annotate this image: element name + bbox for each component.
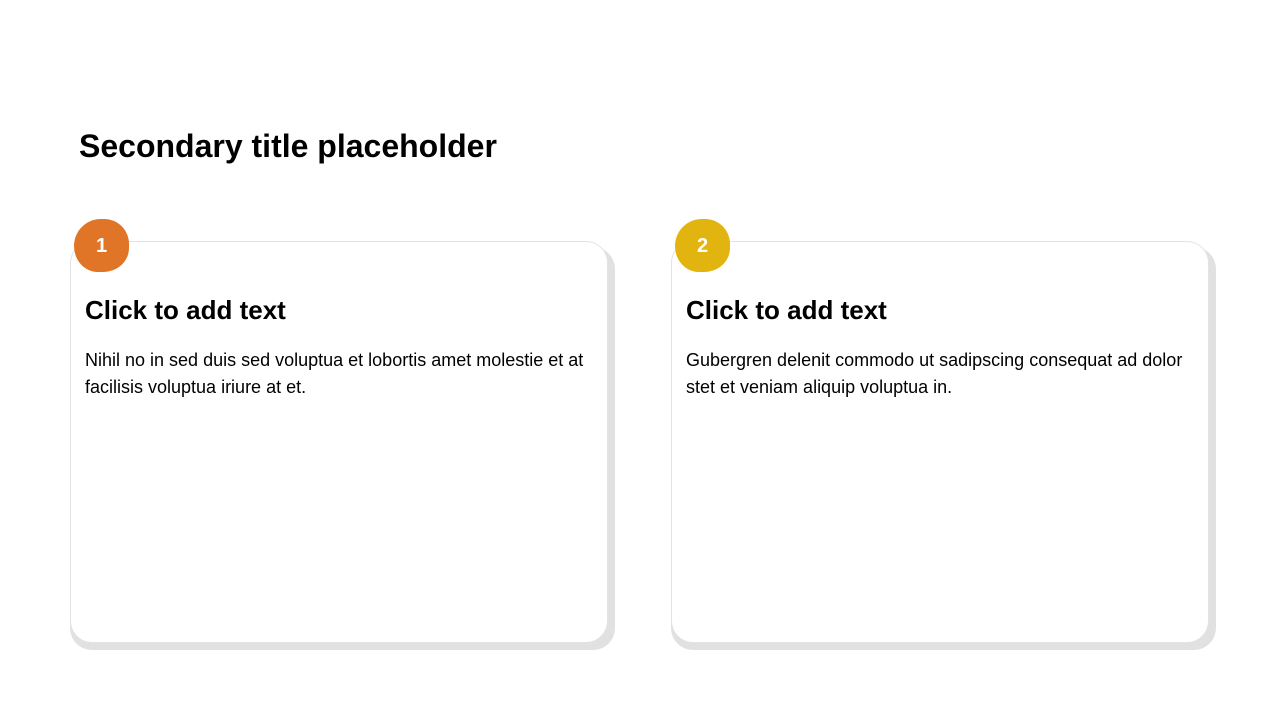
card-body-text[interactable]: Gubergren delenit commodo ut sadipscing consequat ad dolor stet et veniam aliquip voluptua in. <box>686 350 1183 397</box>
card-2 <box>671 241 1209 643</box>
card-heading[interactable]: Click to add text <box>85 295 286 325</box>
card-body-text[interactable]: Nihil no in sed duis sed voluptua et lobortis amet molestie et at facilisis voluptua iriure at et. <box>85 350 584 397</box>
number-badge-1: 1 <box>74 219 129 272</box>
card-1 <box>70 241 608 643</box>
card-heading[interactable]: Click to add text <box>686 295 887 325</box>
number-badge-2: 2 <box>675 219 730 272</box>
slide-title[interactable]: Secondary title placeholder <box>79 128 497 164</box>
